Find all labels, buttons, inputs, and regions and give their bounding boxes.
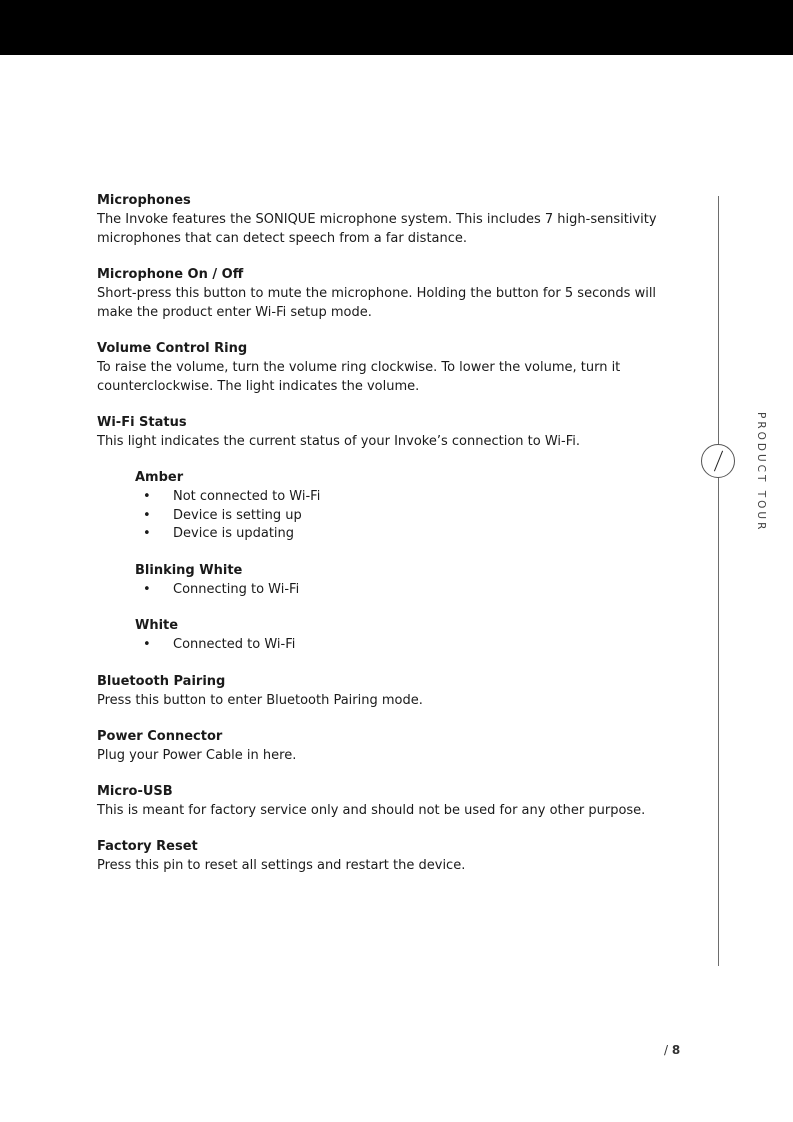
section-title: Power Connector <box>97 728 223 744</box>
section-text-line: microphones that can detect speech from a far distance. <box>97 231 468 246</box>
list-item-text: Device is updating <box>173 526 295 541</box>
section-wifi-status <box>97 414 657 451</box>
list-item <box>135 488 657 507</box>
section-title: Microphone On / Off <box>97 267 244 282</box>
list-item-text: Not connected to Wi-Fi <box>173 489 321 504</box>
top-black-bar <box>0 0 793 55</box>
wifi-state-white <box>135 617 657 655</box>
section-title: Microphones <box>97 193 191 208</box>
section-text-line: make the product enter Wi-Fi setup mode. <box>97 305 372 320</box>
section-micro-usb <box>97 783 657 820</box>
wifi-state-title: Blinking White <box>135 562 243 578</box>
section-text-line: Plug your Power Cable in here. <box>97 747 297 763</box>
list-item <box>135 525 657 544</box>
list-item-text: Device is setting up <box>173 507 302 523</box>
section-title: Wi-Fi Status <box>97 415 187 430</box>
section-title: Micro-USB <box>97 783 173 799</box>
bullet-icon: • <box>143 637 151 652</box>
section-microphones <box>97 192 657 248</box>
bullet-icon: • <box>143 526 151 541</box>
section-factory-reset <box>97 838 657 875</box>
side-divider-line <box>718 196 719 966</box>
list-item-text: Connecting to Wi-Fi <box>173 581 300 597</box>
section-text-line: This light indicates the current status of your Invoke’s connection to Wi-Fi. <box>97 434 580 449</box>
page-number-value: 8 <box>671 1043 681 1057</box>
section-title: Volume Control Ring <box>97 341 248 356</box>
section-text-line: This is meant for factory service only and should not be used for any other purpose. <box>97 802 646 818</box>
wifi-state-amber <box>135 469 657 544</box>
section-text-line: To raise the volume, turn the volume ring clockwise. To lower the volume, turn it <box>97 360 621 375</box>
section-text-line: counterclockwise. The light indicates the volume. <box>97 379 420 394</box>
document-content <box>97 192 657 893</box>
side-label: PRODUCT TOUR <box>755 412 767 533</box>
page-number <box>664 1043 680 1057</box>
list-item <box>135 581 657 600</box>
section-title: Factory Reset <box>97 838 198 854</box>
bullet-icon: • <box>143 489 151 504</box>
bullet-icon: • <box>143 507 151 523</box>
section-microphone-on-off <box>97 266 657 322</box>
section-text-line: Press this button to enter Bluetooth Pairing mode. <box>97 692 423 708</box>
list-item-text: Connected to Wi-Fi <box>173 637 296 652</box>
page-number-prefix: / <box>664 1043 672 1057</box>
section-volume-control-ring <box>97 340 657 396</box>
list-item <box>135 507 657 526</box>
list-item <box>135 636 657 655</box>
section-text-line: Short-press this button to mute the microphone. Holding the button for 5 seconds will <box>97 286 657 301</box>
section-bluetooth-pairing <box>97 673 657 710</box>
wifi-state-title: White <box>135 618 179 633</box>
bullet-icon: • <box>143 581 151 597</box>
section-power-connector <box>97 728 657 765</box>
wifi-state-title: Amber <box>135 470 184 485</box>
section-title: Bluetooth Pairing <box>97 673 226 689</box>
wifi-state-list <box>135 581 657 600</box>
section-text-line: The Invoke features the SONIQUE microphone system. This includes 7 high-sensitivity <box>97 212 657 227</box>
wifi-state-list <box>135 636 657 655</box>
wifi-state-blinking-white <box>135 562 657 600</box>
wifi-state-list <box>135 488 657 544</box>
section-text-line: Press this pin to reset all settings and restart the device. <box>97 857 466 873</box>
slash-badge-icon <box>701 444 735 478</box>
